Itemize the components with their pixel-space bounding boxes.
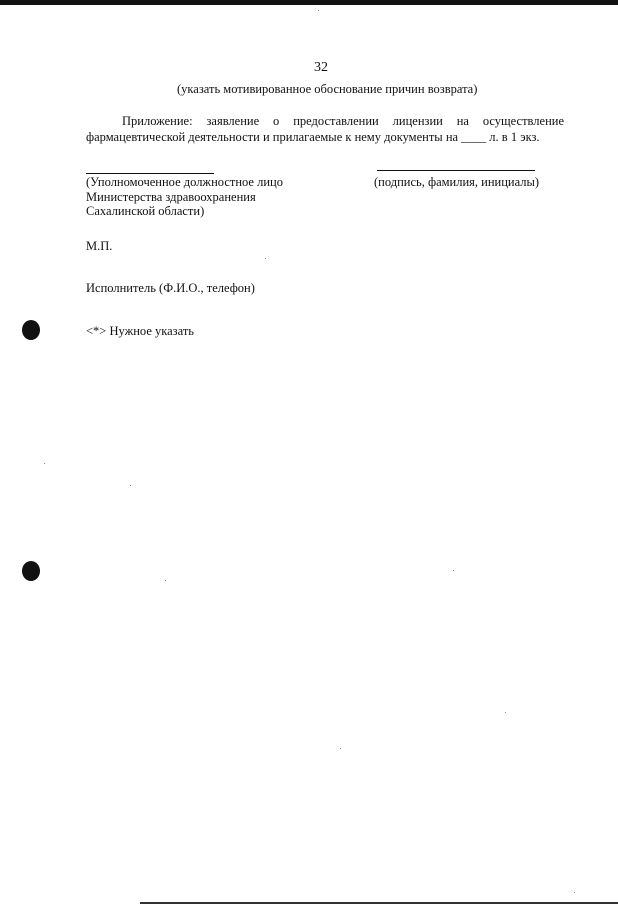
attachment-paragraph: Приложение: заявление о предоставлении лицензии на осуществление фармацевтической деятельности и прилагаемые к нему документы на ____ л. в 1 экз. [86,114,564,144]
scan-top-edge [0,0,618,5]
official-title-line: (Уполномоченное должностное лицо [86,175,283,189]
executor-label: Исполнитель (Ф.И.О., телефон) [86,281,255,295]
page-number: 32 [314,60,328,75]
footnote: <*> Нужное указать [86,324,194,338]
scan-speck [130,485,131,486]
scan-speck [165,580,166,581]
signature-caption: (подпись, фамилия, инициалы) [374,175,540,189]
official-title-block [86,175,283,219]
scan-speck [265,258,266,259]
official-signature-line [86,173,214,174]
signature-line [377,170,535,171]
scan-speck [44,463,45,464]
stamp-label: М.П. [86,239,113,253]
scan-speck [453,570,454,571]
official-title-line: Министерства здравоохранения [86,189,256,204]
return-reason-hint: (указать мотивированное обоснование причин возврата) [177,82,478,96]
punch-hole-mark [22,320,40,340]
scan-speck [318,10,319,11]
official-title-line: Сахалинской области) [86,204,205,218]
scan-speck [505,712,506,713]
scan-speck [340,748,341,749]
scan-bottom-edge [140,902,618,904]
scan-speck [574,892,575,893]
punch-hole-mark [22,561,40,581]
